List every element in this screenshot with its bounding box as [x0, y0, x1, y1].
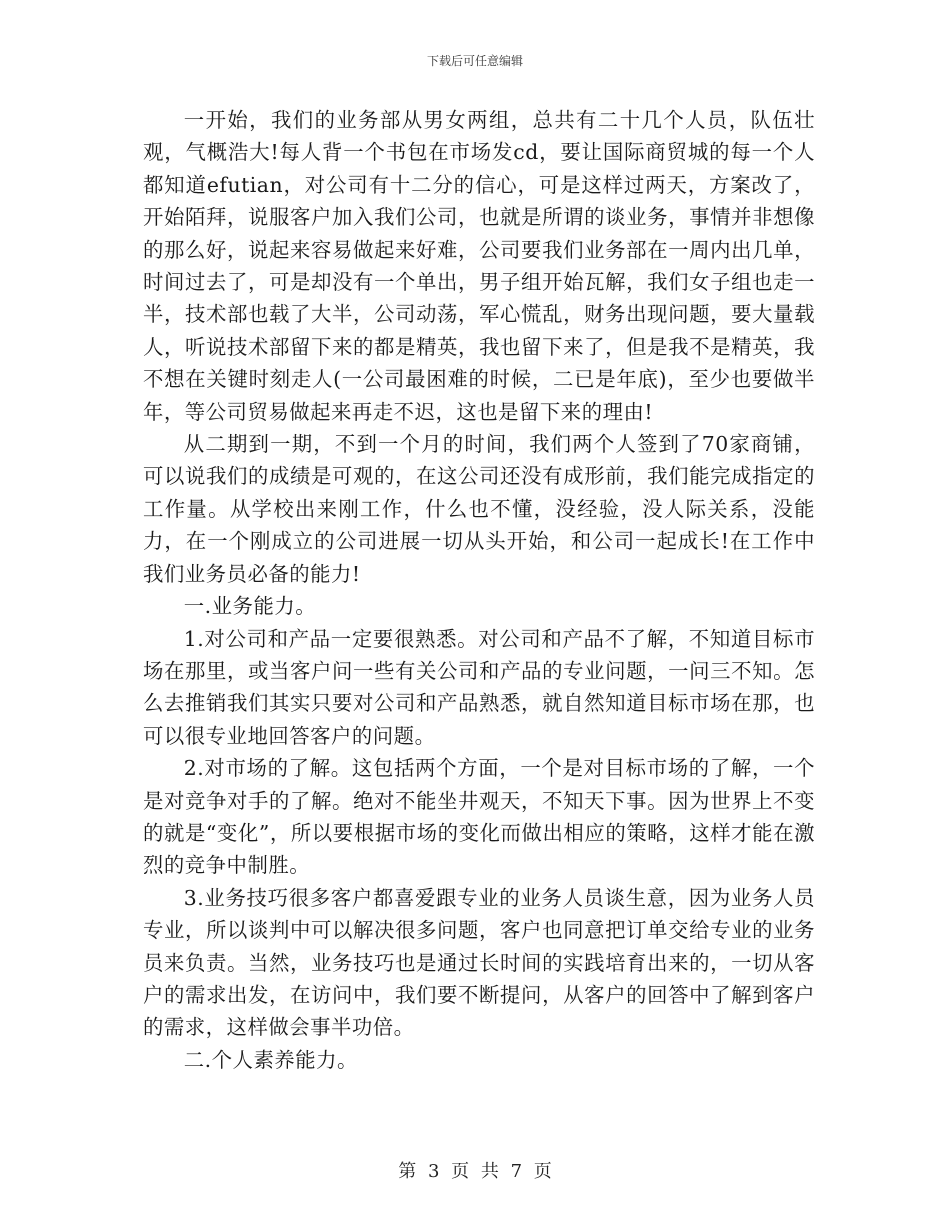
page-footer: 第 3 页 共 7 页 [398, 1161, 552, 1182]
paragraph-item-3: 3.业务技巧很多客户都喜爱跟专业的业务人员谈生意，因为业务人员专业，所以谈判中可以解决很多问题，客户也同意把订单交给专业的业务员来负责。当然，业务技巧也是通过长时间的实践培育出来的，一切从客户的需求出发，在访问中，我们要不断提问，从客户的回答中了解到客户的需求，这样做会事半功倍。 [143, 885, 815, 1040]
page-header: 下载后可任意编辑 [426, 54, 523, 68]
paragraph-item-2: 2.对市场的了解。这包括两个方面，一个是对目标市场的了解，一个是对竞争对手的了解。绝对不能坐井观天，不知天下事。因为世界上不变的就是“变化”，所以要根据市场的变化而做出相应的策略，这样才能在激烈的竞争中制胜。 [143, 756, 815, 878]
paragraph-intro: 一开始，我们的业务部从男女两组，总共有二十几个人员，队伍壮观，气概浩大!每人背一个书包在市场发cd，要让国际商贸城的每一个人都知道efutian，对公司有十二分的信心，可是这样过两天，方案改了，开始陌拜，说服客户加入我们公司，也就是所谓的谈业务，事情并非想像的那么好，说起来容易做起来好难，公司要我们业务部在一周内出几单，时间过去了，可是却没有一个单出，男子组开始瓦解，我们女子组也走一半，技术部也载了大半，公司动荡，军心慌乱，财务出现问题，要大量载人，听说技术部留下来的都是精英，我也留下来了，但是我不是精英，我不想在关键时刻走人(一公司最困难的时候，二已是年底)，至少也要做半年，等公司贸易做起来再走不迟，这也是留下来的理由! [143, 108, 815, 424]
paragraph-achievement: 从二期到一期，不到一个月的时间，我们两个人签到了70家商铺，可以说我们的成绩是可观的，在这公司还没有成形前，我们能完成指定的工作量。从学校出来刚工作，什么也不懂，没经验，没人际关系，没能力，在一个刚成立的公司进展一切从头开始，和公司一起成长!在工作中我们业务员必备的能力! [143, 432, 815, 586]
section-heading-personal-quality: 二.个人素养能力。 [183, 1047, 358, 1072]
paragraph-item-1: 1.对公司和产品一定要很熟悉。对公司和产品不了解，不知道目标市场在那里，或当客户问一些有关公司和产品的专业问题，一问三不知。怎么去推销我们其实只要对公司和产品熟悉，就自然知道目标市场在那，也可以很专业地回答客户的问题。 [143, 626, 815, 748]
section-heading-business-ability: 一.业务能力。 [183, 594, 317, 619]
document-body [143, 104, 815, 1076]
